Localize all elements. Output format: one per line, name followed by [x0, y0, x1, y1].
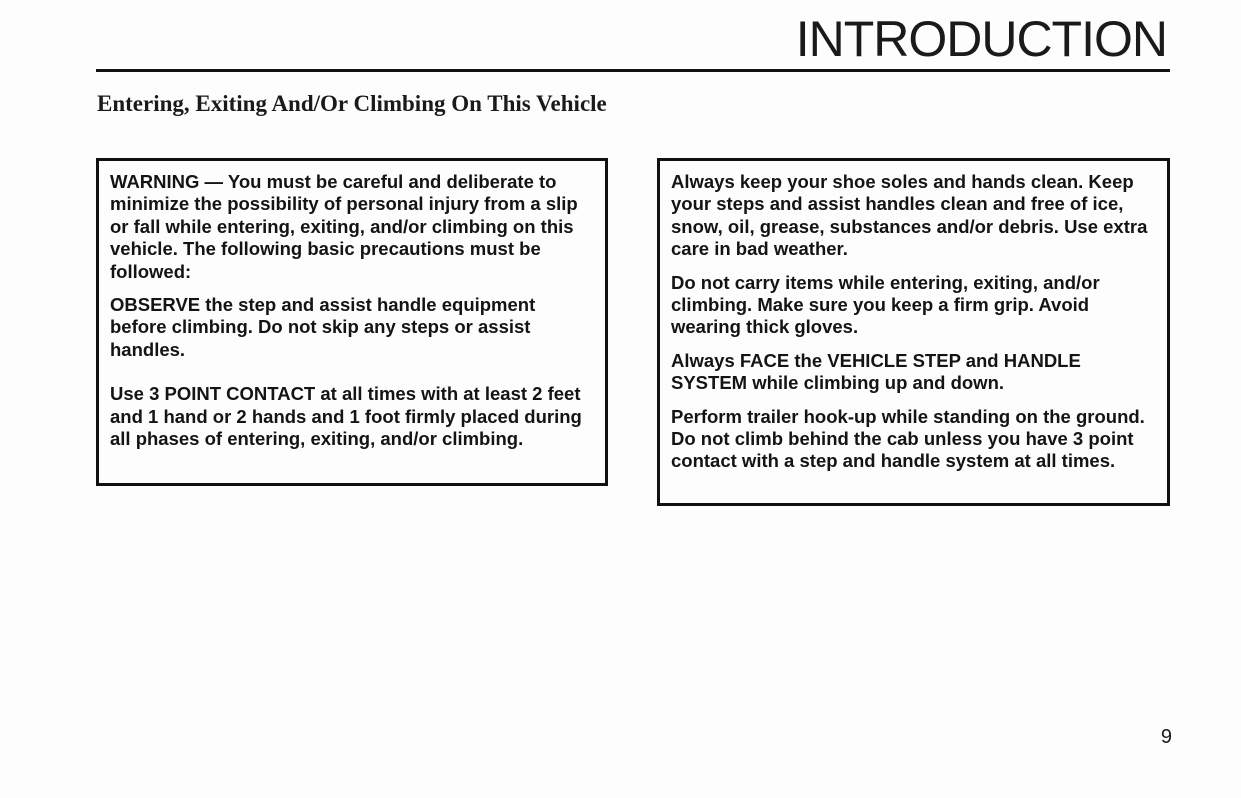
page-number: 9 [1160, 726, 1172, 748]
carry-items-paragraph: Do not carry items while entering, exiting, and/or climbing. Make sure you keep a firm grip. Avoid wearing thick gloves. [671, 271, 1100, 338]
page-title: INTRODUCTION [795, 11, 1167, 67]
warning-paragraph: WARNING — You must be careful and deliberate to minimize the possibility of personal injury from a slip or fall while entering, exiting, and/or climbing on this vehicle. The following basic precautions must be followed: [110, 171, 578, 282]
warning-box [96, 158, 608, 486]
section-subtitle: Entering, Exiting And/Or Climbing On This Vehicle [97, 91, 607, 116]
three-point-contact-paragraph: Use 3 POINT CONTACT at all times with at least 2 feet and 1 hand or 2 hands and 1 foot firmly placed during all phases of entering, exiting, and/or climbing. [110, 383, 582, 450]
observe-paragraph: OBSERVE the step and assist handle equipment before climbing. Do not skip any steps or assist handles. [110, 294, 536, 360]
header-rule [96, 69, 1170, 72]
trailer-hookup-paragraph: Perform trailer hook-up while standing on the ground. Do not climb behind the cab unless you have 3 point contact with a step and handle system at all times. [671, 405, 1145, 472]
face-vehicle-paragraph: Always FACE the VEHICLE STEP and HANDLE SYSTEM while climbing up and down. [671, 349, 1081, 394]
clean-soles-paragraph: Always keep your shoe soles and hands clean. Keep your steps and assist handles clean and free of ice, snow, oil, grease, substances and/or debris. Use extra care in bad weather. [671, 171, 1148, 260]
precautions-box [657, 158, 1170, 506]
